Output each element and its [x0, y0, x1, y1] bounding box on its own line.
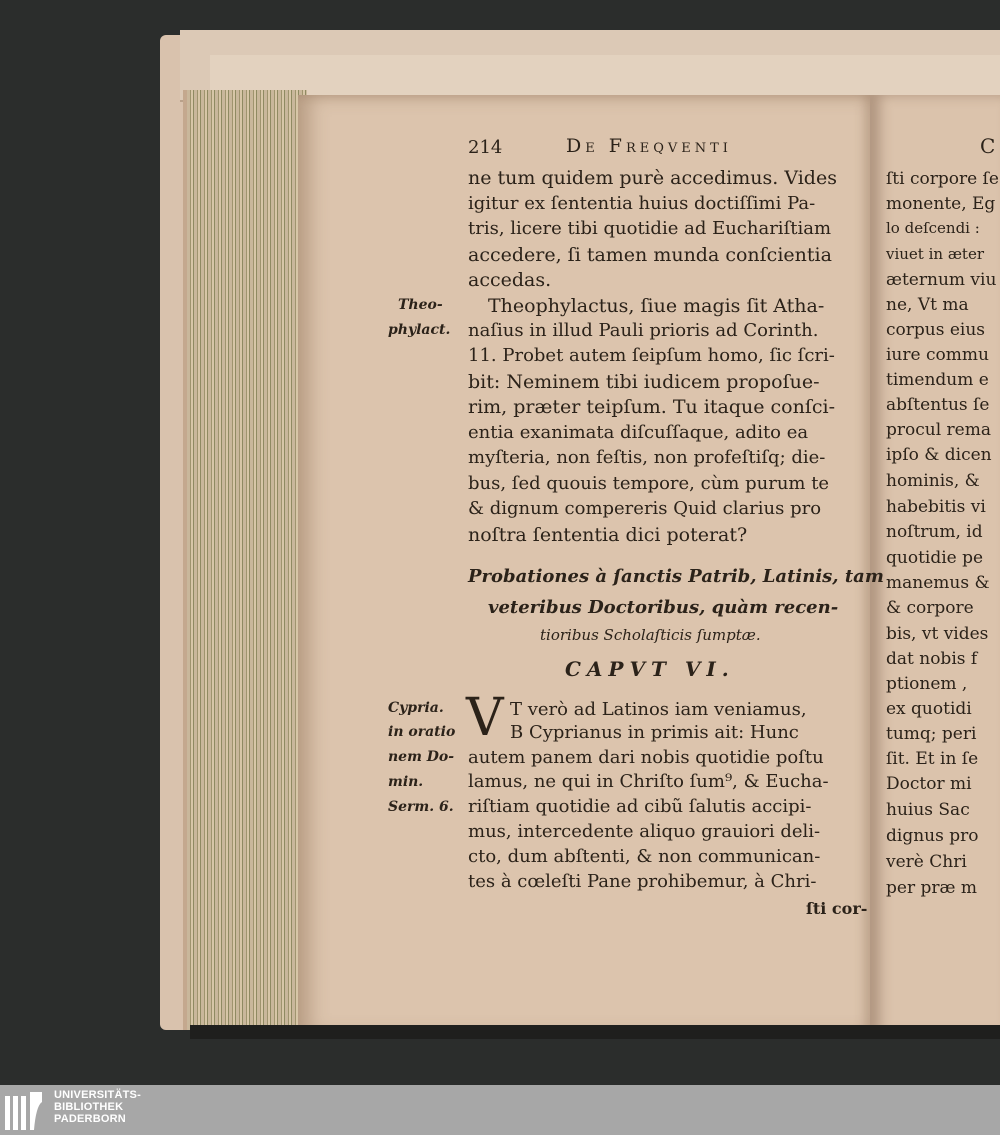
page-fore-edge — [183, 90, 307, 1030]
facing-line: noſtrum, id — [886, 522, 983, 542]
running-head: De Freqventi — [566, 135, 732, 157]
facing-line: quotidie pe — [886, 548, 984, 568]
body-line: bit: Neminem tibi iudicem propoſue- — [468, 371, 820, 393]
body-line: myſteria, non feſtis, non profeſtiſq; die- — [468, 447, 826, 468]
margin-note: nem Do- — [388, 749, 455, 765]
body-line: 11. Probet autem ſeipſum homo, ſic ſcri- — [468, 345, 835, 366]
body-line: ne tum quidem purè accedimus. Vides — [468, 167, 837, 189]
chapter-line: autem panem dari nobis quotidie poſtu — [468, 747, 824, 768]
facing-line: dignus pro — [886, 826, 979, 846]
facing-line: iure commu — [886, 345, 989, 365]
facing-line: ne, Vt ma — [886, 295, 969, 315]
chapter-line: T verò ad Latinos iam veniamus, — [510, 699, 807, 720]
body-line: Theophylactus, ſiue magis ſit Atha- — [488, 295, 825, 317]
facing-line: & corpore — [886, 598, 974, 618]
facing-line: ipſo & dicen — [886, 445, 992, 465]
facing-line: ptionem , — [886, 674, 968, 694]
library-footer-bar — [0, 1085, 1000, 1135]
body-line: accedas. — [468, 269, 552, 291]
body-line: entia exanimata diſcuſſaque, adito ea — [468, 422, 809, 443]
library-name-line2: BIBLIOTHEK — [54, 1101, 124, 1113]
chapter-line: lamus, ne qui in Chriſto ſum⁹, & Eucha- — [468, 771, 829, 792]
facing-line: huius Sac — [886, 800, 970, 820]
body-line: noſtra ſententia dici poterat? — [468, 524, 748, 546]
facing-line: procul rema — [886, 420, 991, 440]
facing-line: monente, Eg — [886, 194, 996, 214]
facing-line: ſti corpore ſe — [886, 169, 999, 189]
facing-line: per præ m — [886, 878, 977, 898]
margin-note: Theo- — [398, 297, 443, 313]
facing-line: hominis, & — [886, 471, 980, 491]
facing-page-head: C — [980, 134, 996, 158]
margin-note: Serm. 6. — [388, 799, 454, 815]
library-logo-icon — [4, 1088, 46, 1132]
facing-line: timendum e — [886, 370, 989, 390]
facing-line: bis, vt vides — [886, 624, 989, 644]
library-name-line1: UNIVERSITÄTS- — [54, 1089, 141, 1101]
facing-line: habebitis vi — [886, 497, 986, 517]
margin-note: in oratio — [388, 724, 456, 740]
facing-line: abſtentus ſe — [886, 395, 990, 415]
body-line: tris, licere tibi quotidie ad Euchariſtiam — [468, 218, 832, 239]
book-top-edge-inner — [210, 55, 1000, 95]
margin-note: phylact. — [388, 322, 451, 338]
chapter-line: B Cyprianus in primis ait: Hunc — [510, 722, 799, 743]
facing-line: dat nobis f — [886, 649, 978, 669]
drop-cap: V — [466, 688, 504, 748]
body-line: accedere, ſi tamen munda conſcientia — [468, 244, 832, 266]
facing-line: verè Chri — [886, 852, 967, 872]
facing-line: viuet in æter — [886, 245, 985, 263]
facing-line: lo deſcendi : — [886, 219, 980, 237]
section-heading-line: Probationes à ſanctis Patrib, Latinis, tam — [468, 566, 884, 587]
body-line: naſius in illud Pauli prioris ad Corinth. — [468, 320, 819, 341]
margin-note: min. — [388, 774, 424, 790]
facing-line: Doctor mi — [886, 774, 972, 794]
page-number: 214 — [468, 137, 503, 158]
facing-line: ſit. Et in ſe — [886, 749, 979, 769]
body-line: rim, præter teipſum. Tu itaque conſci- — [468, 396, 836, 418]
body-line: & dignum compereris Quid clarius pro — [468, 498, 822, 519]
section-heading-line: veteribus Doctoribus, quàm recen- — [488, 597, 839, 618]
body-line: igitur ex ſententia huius doctiſſimi Pa- — [468, 193, 816, 214]
chapter-line: mus, intercedente aliquo grauiori deli- — [468, 821, 821, 842]
catchword: ſti cor- — [806, 899, 868, 918]
facing-line: corpus eius — [886, 320, 986, 340]
chapter-title: CAPVT VI. — [565, 657, 735, 681]
facing-line: tumq; peri — [886, 724, 977, 744]
library-name-line3: PADERBORN — [54, 1113, 126, 1125]
chapter-line: cto, dum abſtenti, & non communican- — [468, 846, 821, 867]
book-bottom-shadow — [190, 1025, 1000, 1039]
facing-line: ex quotidi — [886, 699, 972, 719]
margin-note: Cypria. — [388, 700, 444, 716]
chapter-line: riſtiam quotidie ad cibũ ſalutis accipi- — [468, 796, 812, 817]
chapter-line: tes à cœleſti Pane prohibemur, à Chri- — [468, 871, 817, 892]
section-heading-line: tioribus Scholaſticis ſumptæ. — [540, 626, 761, 644]
body-line: bus, ſed quouis tempore, cùm purum te — [468, 473, 830, 494]
facing-line: manemus & — [886, 573, 990, 593]
facing-line: æternum viu — [886, 270, 997, 290]
